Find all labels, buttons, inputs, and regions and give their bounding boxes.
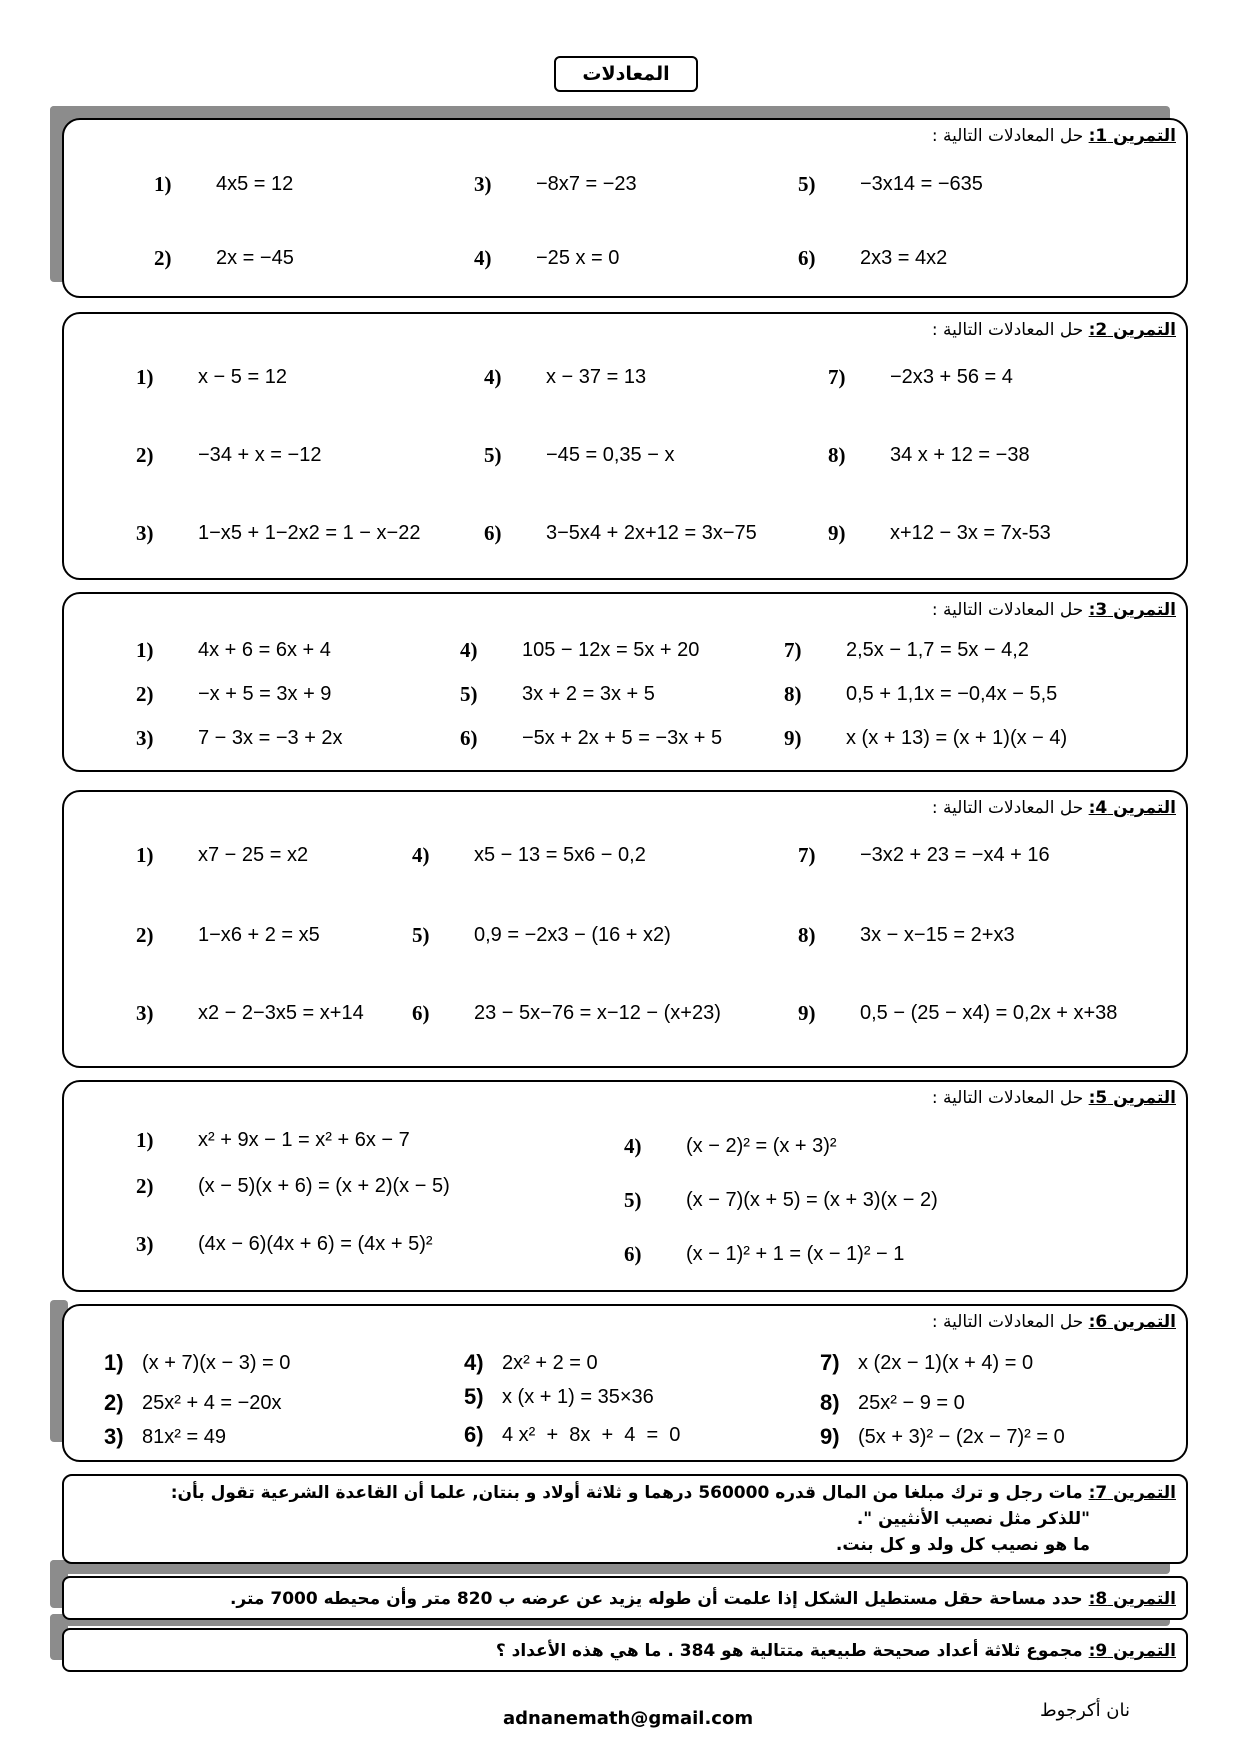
equation: x2 − 2−3x5 = x+14 [198, 1001, 364, 1024]
equation: (4x − 6)(4x + 6) = (4x + 5)² [198, 1232, 433, 1255]
equation: −3x14 = −635 [860, 172, 983, 195]
footer-author: نان أكرجوط [1040, 1700, 1131, 1721]
exercise-2-item: 3) 1−x5 + 1−2x2 = 1 − x−22 [136, 520, 421, 545]
equation: x5 − 13 = 5x6 − 0,2 [474, 843, 646, 866]
equation: −25 x = 0 [536, 246, 620, 269]
exercise-9-box [62, 1628, 1188, 1672]
equation: x7 − 25 = x2 [198, 843, 309, 866]
page-title: المعادلات [554, 56, 698, 92]
exercise-4-item: 6) 23 − 5x−76 = x−12 − (x+23) [412, 1000, 721, 1025]
exercise-6-item: 5) x (x + 1) = 35×36 [464, 1384, 654, 1409]
exercise-7-box [62, 1474, 1188, 1564]
equation: −5x + 2x + 5 = −3x + 5 [522, 726, 723, 749]
equation: 81x² = 49 [142, 1425, 226, 1448]
equation: (x − 5)(x + 6) = (x + 2)(x − 5) [198, 1174, 450, 1197]
equation: −45 = 0,35 − x [546, 443, 675, 466]
equation: (x − 2)² = (x + 3)² [686, 1134, 837, 1157]
equation: 23 − 5x−76 = x−12 − (x+23) [474, 1001, 721, 1024]
exercise-1-item: 1) 4x5 = 12 [154, 171, 294, 196]
equation: (x + 7)(x − 3) = 0 [142, 1351, 291, 1374]
exercise-7-text: التمرين 7: مات رجل و ترك مبلغا من المال قدره 560000 درهما و ثلاثة أولاد و بنتان, علما أن القاعدة الشرعية تقول بأن: "للذكر مثل نصيب الأنثيين ". ما هو نصيب كل ولد و كل بنت. [170, 1483, 1176, 1555]
exercise-4-item: 8) 3x − x−15 = 2+x3 [798, 922, 1015, 947]
equation: 4x5 = 12 [216, 172, 294, 195]
equation: (x − 7)(x + 5) = (x + 3)(x − 2) [686, 1188, 938, 1211]
footer-email: adnanemath@gmail.com [503, 1708, 754, 1729]
exercise-4-item: 7) −3x2 + 23 = −x4 + 16 [798, 842, 1050, 867]
equation: 2x = −45 [216, 246, 294, 269]
exercise-9-text: التمرين 9: مجموع ثلاثة أعداد صحيحة طبيعية متتالية هو 384 . ما هي هذه الأعداد ؟ [495, 1641, 1176, 1661]
equation: 2x3 = 4x2 [860, 246, 948, 269]
equation: x² + 9x − 1 = x² + 6x − 7 [198, 1128, 410, 1151]
exercise-8-box [62, 1576, 1188, 1620]
exercise-3-item: 8) 0,5 + 1,1x = −0,4x − 5,5 [784, 681, 1058, 706]
exercise-3-item: 7) 2,5x − 1,7 = 5x − 4,2 [784, 637, 1029, 662]
exercise-6-item: 9) (5x + 3)² − (2x − 7)² = 0 [820, 1424, 1065, 1449]
exercise-5-item: 3) (4x − 6)(4x + 6) = (4x + 5)² [136, 1231, 433, 1256]
exercise-5-item: 5) (x − 7)(x + 5) = (x + 3)(x − 2) [624, 1187, 938, 1212]
exercise-3-item: 3) 7 − 3x = −3 + 2x [136, 725, 343, 750]
exercise-4-item: 3) x2 − 2−3x5 = x+14 [136, 1000, 364, 1025]
exercise-3-item: 6) −5x + 2x + 5 = −3x + 5 [460, 725, 723, 750]
exercise-1-box [62, 118, 1188, 298]
equation: 7 − 3x = −3 + 2x [198, 726, 343, 749]
exercise-4-item: 4) x5 − 13 = 5x6 − 0,2 [412, 842, 646, 867]
exercise-5-item: 6) (x − 1)² + 1 = (x − 1)² − 1 [624, 1241, 905, 1266]
exercise-2-item: 2) −34 + x = −12 [136, 442, 322, 467]
equation: x (2x − 1)(x + 4) = 0 [858, 1351, 1034, 1374]
equation: 105 − 12x = 5x + 20 [522, 638, 700, 661]
exercise-6-item: 6) 4 x² + 8x + 4 = 0 [464, 1422, 681, 1447]
equation: 0,5 − ( 25 − x4) = 0,2x + x+38 [860, 1001, 1118, 1024]
exercise-3-item: 2) −x + 5 = 3x + 9 [136, 681, 332, 706]
exercise-1-item: 4) −25 x = 0 [474, 245, 620, 270]
exercise-5-item: 1) x² + 9x − 1 = x² + 6x − 7 [136, 1127, 410, 1152]
exercise-6-item: 4) 2x² + 2 = 0 [464, 1350, 598, 1375]
exercise-2-item: 5) −45 = 0,35 − x [484, 442, 675, 467]
exercise-3-header: التمرين 3: حل المعادلات التالية : [931, 600, 1176, 620]
equation: 25x² − 9 = 0 [858, 1391, 965, 1414]
equation: x (x + 1) = 35×36 [502, 1385, 654, 1408]
exercise-7-label: التمرين 7: [1088, 1483, 1176, 1503]
exercise-3-item: 4) 105 − 12x = 5x + 20 [460, 637, 700, 662]
exercise-4-box [62, 790, 1188, 1068]
equation: 3x − x−15 = 2+x3 [860, 923, 1015, 946]
exercise-2-header: التمرين 2: حل المعادلات التالية : [931, 320, 1176, 340]
exercise-6-item: 2) 25x² + 4 = −20x [104, 1390, 282, 1415]
exercise-1-item: 5) −3x14 = −635 [798, 171, 983, 196]
exercise-2-box [62, 312, 1188, 580]
exercise-4-item: 5) 0,9 = −2x3 − (16 + x2) [412, 922, 671, 947]
equation: −3x2 + 23 = −x4 + 16 [860, 843, 1050, 866]
exercise-5-header: التمرين 5: حل المعادلات التالية : [931, 1088, 1176, 1108]
exercise-5-box [62, 1080, 1188, 1292]
equation: x − 5 = 12 [198, 365, 287, 388]
exercise-4-header: التمرين 4: حل المعادلات التالية : [931, 798, 1176, 818]
exercise-6-item: 1) (x + 7)(x − 3) = 0 [104, 1350, 291, 1375]
equation: 3x + 2 = 3x + 5 [522, 682, 655, 705]
exercise-6-item: 3) 81x² = 49 [104, 1424, 226, 1449]
exercise-8-text: التمرين 8: حدد مساحة حقل مستطيل الشكل إذا علمت أن طوله يزيد عن عرضه ب 820 متر وأن محيطه 7000 متر. [229, 1589, 1176, 1609]
exercise-1-item: 3) −8x7 = −23 [474, 171, 637, 196]
exercise-3-box [62, 592, 1188, 772]
equation: 25x² + 4 = −20x [142, 1391, 282, 1414]
equation: 1−x5 + 1−2x2 = 1 − x−22 [198, 521, 421, 544]
exercise-2-item: 8) 34 x + 12 = −38 [828, 442, 1030, 467]
equation: x − 37 = 13 [546, 365, 647, 388]
exercise-2-item: 6) 3−5x4 + 2x+12 = 3x−75 [484, 520, 757, 545]
equation: (x − 1)² + 1 = (x − 1)² − 1 [686, 1242, 905, 1265]
exercise-4-item: 2) 1−x6 + 2 = x5 [136, 922, 320, 947]
equation: 4 x² + 8x + 4 = 0 [502, 1423, 681, 1446]
exercise-5-item: 4) (x − 2)² = (x + 3)² [624, 1133, 837, 1158]
exercise-2-item: 9) x+12 − 3x = 7x-53 [828, 520, 1051, 545]
exercise-1-header: التمرين 1: حل المعادلات التالية : [931, 126, 1176, 146]
exercise-6-box [62, 1304, 1188, 1462]
equation: 2x² + 2 = 0 [502, 1351, 598, 1374]
exercise-1-item: 6) 2x3 = 4x2 [798, 245, 948, 270]
equation: 0,5 + 1,1x = −0,4x − 5,5 [846, 682, 1058, 705]
equation: 0,9 = −2x3 − (16 + x2) [474, 923, 671, 946]
exercise-1-item: 2) 2x = −45 [154, 245, 294, 270]
equation: 2,5x − 1,7 = 5x − 4,2 [846, 638, 1029, 661]
exercise-6-header: التمرين 6: حل المعادلات التالية : [931, 1312, 1176, 1332]
exercise-4-item: 1) x7 − 25 = x2 [136, 842, 309, 867]
exercise-3-item: 9) x (x + 13) = (x + 1)(x − 4) [784, 725, 1068, 750]
exercise-3-item: 5) 3x + 2 = 3x + 5 [460, 681, 655, 706]
exercise-6-item: 7) x (2x − 1)(x + 4) = 0 [820, 1350, 1034, 1375]
equation: (5x + 3)² − (2x − 7)² = 0 [858, 1425, 1065, 1448]
exercise-3-item: 1) 4x + 6 = 6x + 4 [136, 637, 331, 662]
exercise-6-item: 8) 25x² − 9 = 0 [820, 1390, 965, 1415]
exercise-4-item: 9) 0,5 − ( 25 − x4) = 0,2x + x+38 [798, 1000, 1118, 1025]
equation: −2x3 + 56 = 4 [890, 365, 1013, 388]
equation: x+12 − 3x = 7x-53 [890, 521, 1051, 544]
equation: 1−x6 + 2 = x5 [198, 923, 320, 946]
exercise-2-item: 7) −2x3 + 56 = 4 [828, 364, 1013, 389]
exercise-2-item: 1) x − 5 = 12 [136, 364, 287, 389]
equation: −8x7 = −23 [536, 172, 637, 195]
equation: −x + 5 = 3x + 9 [198, 682, 332, 705]
equation: 3−5x4 + 2x+12 = 3x−75 [546, 521, 757, 544]
equation: 4x + 6 = 6x + 4 [198, 638, 331, 661]
exercise-2-item: 4) x − 37 = 13 [484, 364, 647, 389]
equation: −34 + x = −12 [198, 443, 322, 466]
equation: x (x + 13) = (x + 1)(x − 4) [846, 726, 1068, 749]
exercise-5-item: 2) (x − 5)(x + 6) = (x + 2)(x − 5) [136, 1173, 450, 1198]
equation: 34 x + 12 = −38 [890, 443, 1030, 466]
